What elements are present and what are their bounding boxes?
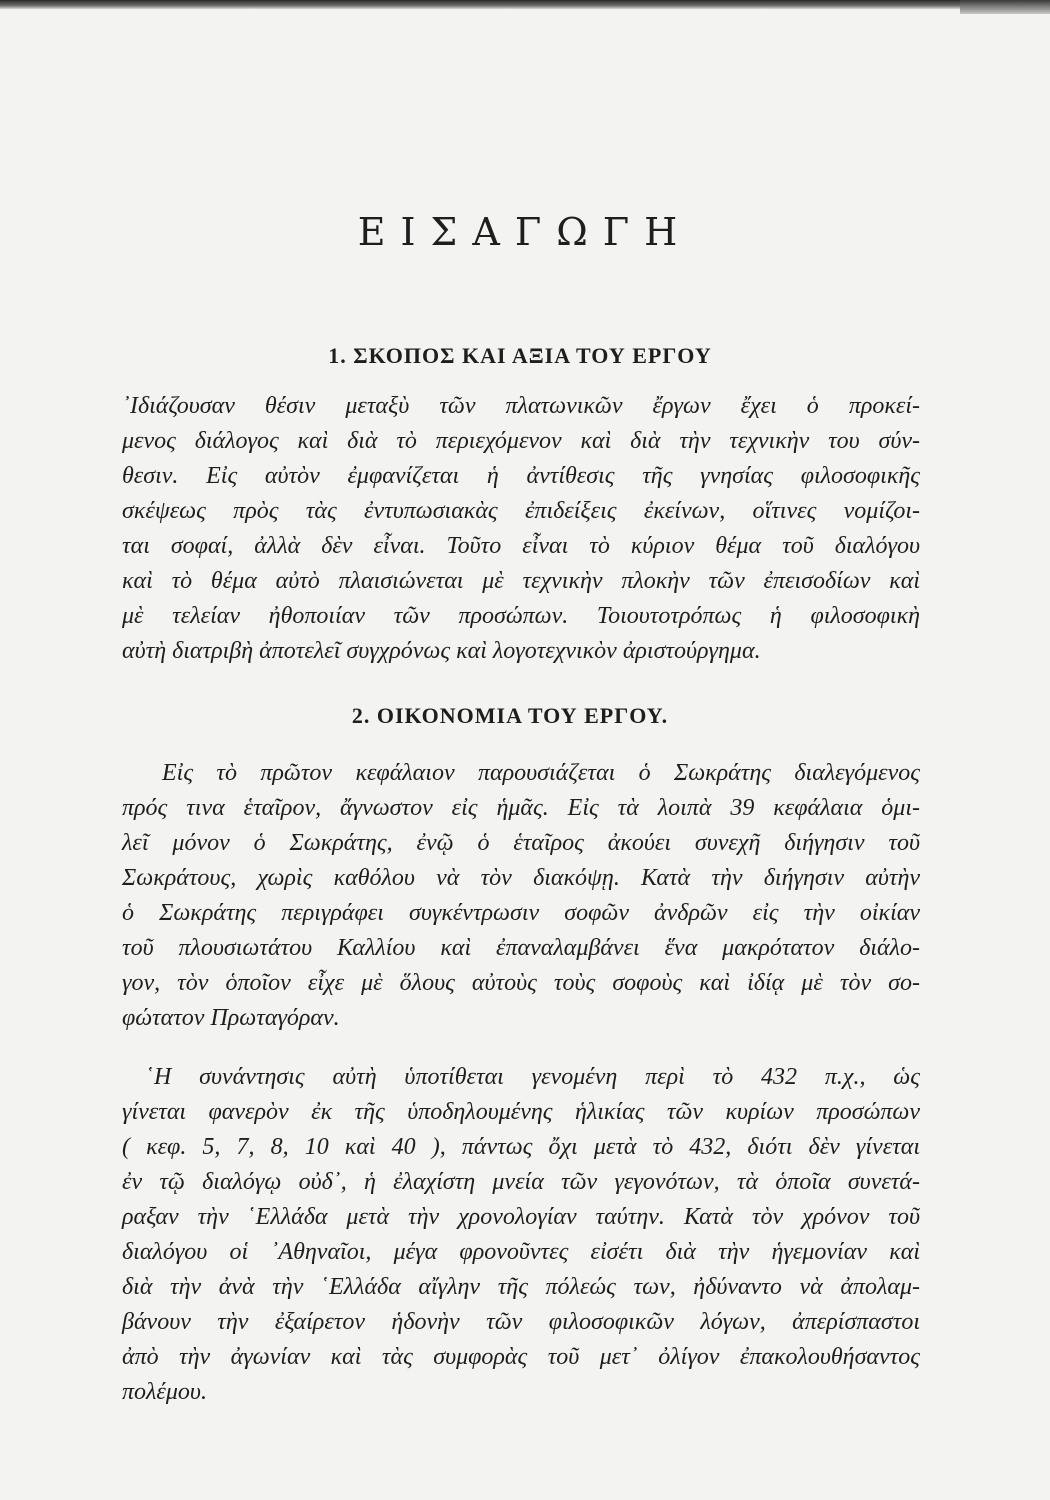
text-line: τοῦ πλουσιωτάτου Καλλίου καὶ ἐπαναλαμβάνει ἕνα μακρότατον διάλο- (122, 935, 920, 961)
text-line: ἐν τῷ διαλόγῳ οὐδ᾿, ἡ ἐλαχίστη μνεία τῶν γεγονότων, τὰ ὁποῖα συνετά- (122, 1169, 920, 1195)
text-line: ραξαν τὴν ῾Ελλάδα μετὰ τὴν χρονολογίαν ταύτην. Κατὰ τὸν χρόνον τοῦ (122, 1204, 920, 1230)
section-2-paragraph-2 (122, 1060, 920, 1410)
text-line: φώτατον Πρωταγόραν. (122, 1005, 340, 1031)
text-line: διαλόγου οἱ ᾿Αθηναῖοι, μέγα φρονοῦντες εἰσέτι διὰ τὴν ἡγεμονίαν καὶ (122, 1239, 920, 1265)
text-line: θεσιν. Εἰς αὐτὸν ἐμφανίζεται ἡ ἀντίθεσις τῆς γνησίας φιλοσοφικῆς (122, 463, 920, 489)
section-2-heading: 2. ΟΙΚΟΝΟΜΙΑ ΤΟΥ ΕΡΓΟΥ. (351, 703, 669, 728)
text-line: ται σοφαί, ἀλλὰ δὲν εἶναι. Τοῦτο εἶναι τὸ κύριον θέμα τοῦ διαλόγου (122, 533, 920, 559)
text-line: διὰ τὴν ἀνὰ τὴν ῾Ελλάδα αἴγλην τῆς πόλεώς των, ἠδύναντο νὰ ἀπολαμ- (122, 1274, 920, 1300)
text-line: ᾿Ιδιάζουσαν θέσιν μεταξὺ τῶν πλατωνικῶν ἔργων ἔχει ὁ προκεί- (122, 393, 920, 419)
text-line: πολέμου. (122, 1379, 207, 1405)
text-line: αὐτὴ διατριβὴ ἀποτελεῖ συγχρόνως καὶ λογοτεχνικὸν ἀριστούργημα. (122, 638, 761, 664)
text-line: καὶ τὸ θέμα αὐτὸ πλαισιώνεται μὲ τεχνικὴν πλοκὴν τῶν ἐπεισοδίων καὶ (122, 568, 920, 594)
text-line: Σωκράτους, χωρὶς καθόλου νὰ τὸν διακόψῃ. Κατὰ τὴν διήγησιν αὐτὴν (122, 865, 920, 891)
section-1-paragraph (122, 389, 920, 669)
section-2-paragraph-1 (122, 756, 920, 1036)
text-line: πρός τινα ἑταῖρον, ἄγνωστον εἰς ἡμᾶς. Εἰς τὰ λοιπὰ 39 κεφάλαια ὁμι- (122, 795, 920, 821)
text-line: γον, τὸν ὁποῖον εἶχε μὲ ὅλους αὐτοὺς τοὺς σοφοὺς καὶ ἰδίᾳ μὲ τὸν σο- (122, 970, 920, 996)
section-1-heading: 1. ΣΚΟΠΟΣ ΚΑΙ ΑΞΙΑ ΤΟΥ ΕΡΓΟΥ (328, 343, 712, 368)
text-line: γίνεται φανερὸν ἐκ τῆς ὑποδηλουμένης ἡλικίας τῶν κυρίων προσώπων (122, 1099, 920, 1125)
text-line: Εἰς τὸ πρῶτον κεφάλαιον παρουσιάζεται ὁ Σωκράτης διαλεγόμενος (162, 760, 920, 786)
text-line: ῾Η συνάντησις αὐτὴ ὑποτίθεται γενομένη περὶ τὸ 432 π.χ., ὡς (146, 1064, 920, 1090)
text-line: ἀπὸ τὴν ἀγωνίαν καὶ τὰς συμφορὰς τοῦ μετ᾿ ὀλίγον ἐπακολουθήσαντος (122, 1344, 920, 1370)
text-line: μὲ τελείαν ἠθοποιίαν τῶν προσώπων. Τοιουτοτρόπως ἡ φιλοσοφικὴ (122, 603, 920, 629)
text-line: βάνουν τὴν ἐξαίρετον ἡδονὴν τῶν φιλοσοφικῶν λόγων, ἀπερίσπαστοι (122, 1309, 920, 1335)
text-line: σκέψεως πρὸς τὰς ἐντυπωσιακὰς ἐπιδείξεις ἐκείνων, οἵτινες νομίζοι- (122, 498, 920, 524)
text-line: ( κεφ. 5, 7, 8, 10 καὶ 40 ), πάντως ὄχι μετὰ τὸ 432, διότι δὲν γίνεται (122, 1134, 920, 1160)
page-title: ΕΙΣΑΓΩΓΗ (357, 210, 693, 254)
text-line: ὁ Σωκράτης περιγράφει συγκέντρωσιν σοφῶν ἀνδρῶν εἰς τὴν οἰκίαν (122, 900, 920, 926)
text-line: λεῖ μόνον ὁ Σωκράτης, ἐνῷ ὁ ἑταῖρος ἀκούει συνεχῆ διήγησιν τοῦ (122, 830, 920, 856)
text-line: μενος διάλογος καὶ διὰ τὸ περιεχόμενον καὶ διὰ τὴν τεχνικὴν του σύν- (122, 428, 920, 454)
